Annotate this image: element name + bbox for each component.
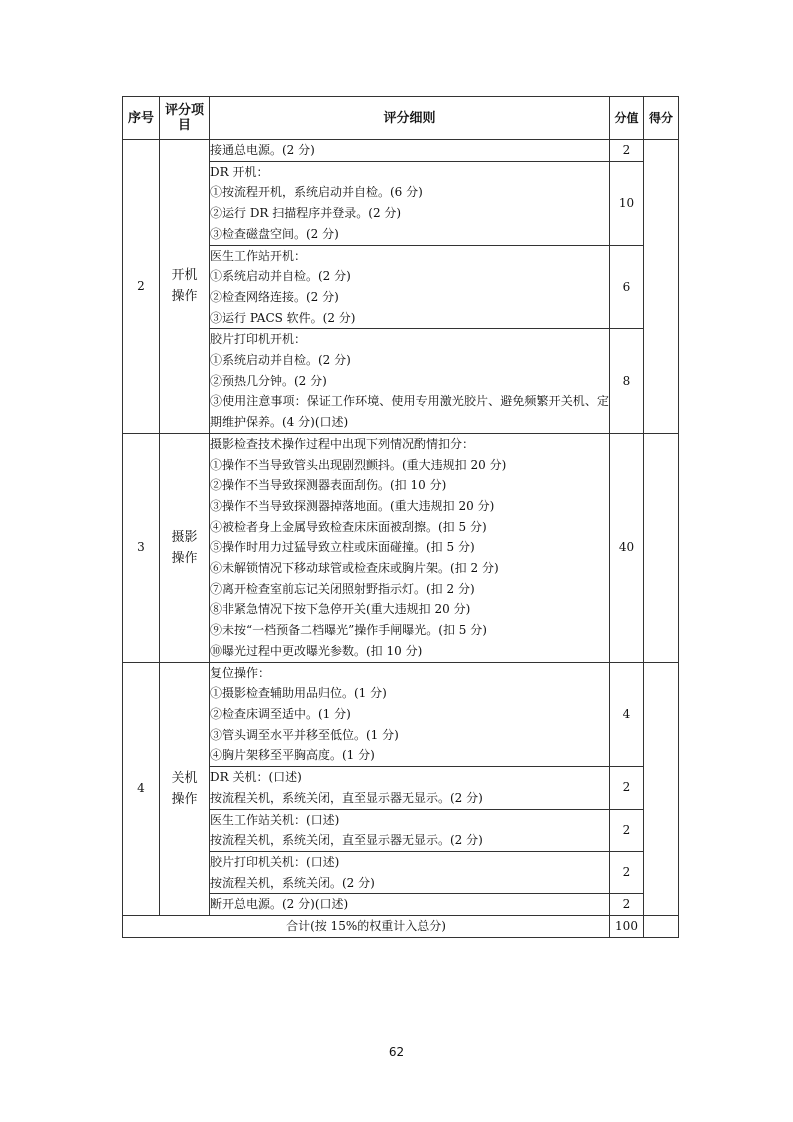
row-detail	[210, 245, 610, 329]
row-seq: 3	[123, 433, 160, 662]
row-item: 摄影操作	[160, 433, 210, 662]
row-points: 8	[610, 329, 644, 434]
score-cell[interactable]	[644, 140, 679, 434]
detail-line: DR 开机：	[210, 164, 269, 179]
detail-line: ①系统启动并自检。(2 分)	[210, 269, 351, 284]
detail-line: ⑥未解锁情况下移动球管或检查床或胸片架。(扣 2 分)	[210, 561, 499, 576]
detail-line: 断开总电源。(2 分)(口述)	[210, 897, 349, 912]
row-points: 2	[610, 767, 644, 809]
row-item: 开机操作	[160, 140, 210, 434]
row-item: 关机操作	[160, 662, 210, 915]
total-row	[123, 916, 679, 938]
row-points: 2	[610, 809, 644, 851]
table-row	[123, 140, 679, 162]
total-points: 100	[610, 916, 644, 938]
detail-line: ④胸片架移至平胸高度。(1 分)	[210, 748, 375, 763]
page-number: 62	[388, 1045, 405, 1059]
detail-line: DR 关机：(口述)	[210, 770, 302, 785]
detail-line: ④被检者身上金属导致检查床床面被刮擦。(扣 5 分)	[210, 519, 487, 534]
row-points: 10	[610, 161, 644, 245]
header-seq: 序号	[123, 97, 160, 140]
table-row	[123, 433, 679, 662]
row-seq: 2	[123, 140, 160, 434]
row-detail	[210, 894, 610, 916]
row-points: 2	[610, 894, 644, 916]
row-detail	[210, 662, 610, 767]
detail-line: ②运行 DR 扫描程序并登录。(2 分)	[210, 206, 402, 221]
header-points: 分值	[610, 97, 644, 140]
detail-line: 按流程关机，系统关闭，直至显示器无显示。(2 分)	[210, 833, 483, 848]
detail-line: 胶片打印机开机：	[210, 332, 307, 347]
row-points: 2	[610, 140, 644, 162]
detail-line: ③运行 PACS 软件。(2 分)	[210, 310, 356, 325]
detail-line: ②操作不当导致探测器表面刮伤。(扣 10 分)	[210, 478, 447, 493]
detail-line: ②检查网络连接。(2 分)	[210, 289, 339, 304]
row-detail	[210, 851, 610, 893]
detail-line: 按流程关机，系统关闭。(2 分)	[210, 875, 375, 890]
detail-line: ①按流程开机，系统启动并自检。(6 分)	[210, 185, 423, 200]
detail-line: ③操作不当导致探测器掉落地面。(重大违规扣 20 分)	[210, 498, 495, 513]
detail-line: 复位操作：	[210, 665, 271, 680]
row-points: 40	[610, 433, 644, 662]
detail-line: ③管头调至水平并移至低位。(1 分)	[210, 727, 399, 742]
table-row	[123, 662, 679, 767]
row-detail	[210, 809, 610, 851]
detail-line: ③检查磁盘空间。(2 分)	[210, 226, 339, 241]
detail-line: 按流程关机，系统关闭，直至显示器无显示。(2 分)	[210, 790, 483, 805]
detail-line: ⑨未按“一档预备二档曝光”操作手闸曝光。(扣 5 分)	[210, 623, 487, 638]
row-detail	[210, 140, 610, 162]
row-detail	[210, 433, 610, 662]
header-score: 得分	[644, 97, 679, 140]
detail-line: 胶片打印机关机：(口述)	[210, 854, 340, 869]
row-points: 6	[610, 245, 644, 329]
detail-line: ③使用注意事项：保证工作环境、使用专用激光胶片、避免频繁开关机、定期维护保养。(4 分)(口述)	[210, 394, 609, 430]
detail-line: ①摄影检查辅助用品归位。(1 分)	[210, 686, 387, 701]
row-points: 2	[610, 851, 644, 893]
row-points: 4	[610, 662, 644, 767]
detail-line: ⑩曝光过程中更改曝光参数。(扣 10 分)	[210, 643, 423, 658]
detail-line: ⑧非紧急情况下按下急停开关(重大违规扣 20 分)	[210, 602, 471, 617]
detail-line: 医生工作站关机：(口述)	[210, 812, 340, 827]
detail-line: 摄影检查技术操作过程中出现下列情况酌情扣分：	[210, 436, 475, 451]
header-item: 评分项目	[160, 97, 210, 140]
detail-line: ②预热几分钟。(2 分)	[210, 373, 327, 388]
scoring-table	[122, 96, 679, 938]
detail-line: 医生工作站开机：	[210, 248, 307, 263]
detail-line: ⑤操作时用力过猛导致立柱或床面碰撞。(扣 5 分)	[210, 540, 475, 555]
row-detail	[210, 329, 610, 434]
row-detail	[210, 161, 610, 245]
total-score-cell[interactable]	[644, 916, 679, 938]
header-detail: 评分细则	[210, 97, 610, 140]
score-cell[interactable]	[644, 662, 679, 915]
detail-line: ①系统启动并自检。(2 分)	[210, 353, 351, 368]
detail-line: 接通总电源。(2 分)	[210, 143, 315, 157]
detail-line: ①操作不当导致管头出现剧烈颤抖。(重大违规扣 20 分)	[210, 457, 507, 472]
detail-line: ⑦离开检查室前忘记关闭照射野指示灯。(扣 2 分)	[210, 581, 475, 596]
table-body	[123, 140, 679, 938]
row-seq: 4	[123, 662, 160, 915]
score-cell[interactable]	[644, 433, 679, 662]
total-label: 合计(按 15%的权重计入总分)	[123, 916, 610, 938]
row-detail	[210, 767, 610, 809]
table-header-row	[123, 97, 679, 140]
detail-line: ②检查床调至适中。(1 分)	[210, 706, 351, 721]
